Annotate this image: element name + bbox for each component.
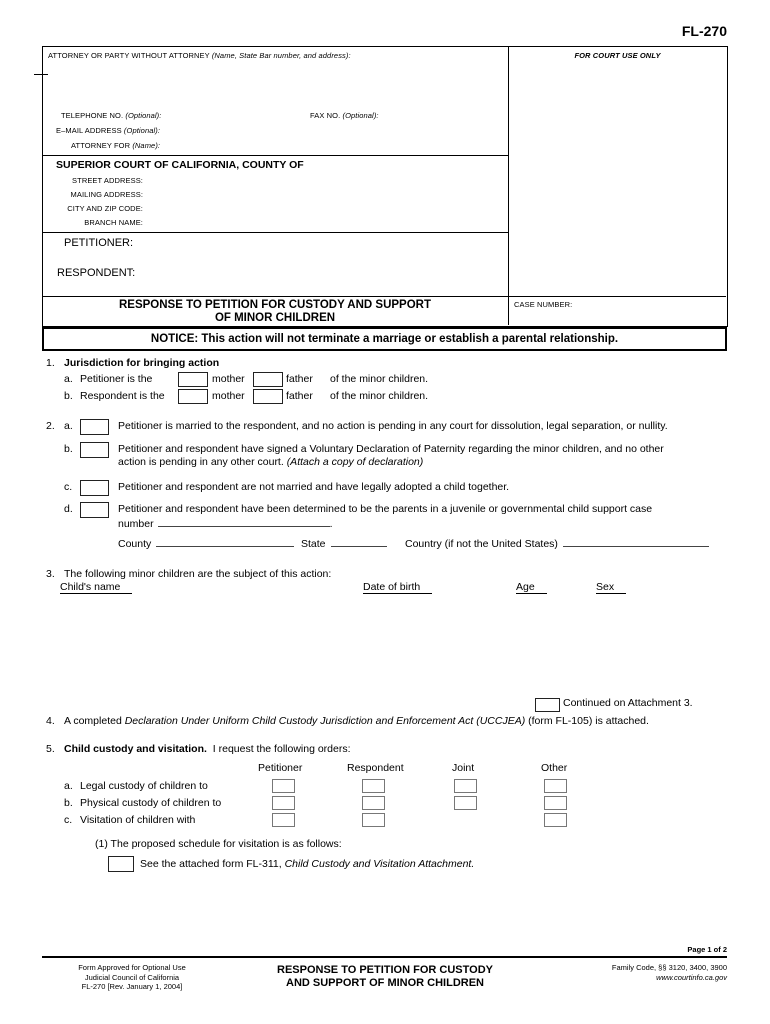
email-field[interactable]	[160, 124, 500, 135]
footer-approval-block	[42, 963, 222, 992]
item-4-text: A completed Declaration Under Uniform Child Custody Jurisdiction and Enforcement Act (UCCJEA) (form FL-105) is attached.	[64, 715, 649, 727]
country-blank[interactable]	[563, 536, 709, 547]
mailing-address-field[interactable]	[150, 188, 500, 199]
court-use-label: FOR COURT USE ONLY	[574, 51, 661, 60]
item-5b-label: Physical custody of children to	[80, 797, 222, 809]
checkbox-5c-respondent[interactable]	[362, 813, 385, 827]
item-5a-label: Legal custody of children to	[80, 780, 208, 792]
item-1b-number: b.	[64, 390, 73, 402]
title-row-divider	[42, 296, 726, 297]
checkbox-2b[interactable]	[80, 442, 109, 458]
item-2d-line1: Petitioner and respondent have been determined to be the parents in a juvenile or governmental child support case	[118, 503, 653, 515]
state-group: State	[301, 536, 387, 551]
city-zip-field[interactable]	[150, 202, 500, 213]
footer-form-title-line1: RESPONSE TO PETITION FOR CUSTODY	[277, 964, 493, 976]
checkbox-5a-respondent[interactable]	[362, 779, 385, 793]
attorney-for-field[interactable]	[160, 139, 500, 150]
checkbox-5b-other[interactable]	[544, 796, 567, 810]
footer-approval-line1: Form Approved for Optional Use	[78, 963, 186, 972]
petitioner-field[interactable]	[140, 237, 500, 249]
city-zip-label: CITY AND ZIP CODE:	[67, 204, 143, 213]
fax-field[interactable]	[380, 109, 500, 120]
footer-website-link[interactable]: www.courtinfo.ca.gov	[656, 972, 727, 982]
checkbox-5b-respondent[interactable]	[362, 796, 385, 810]
item-2-number: 2.	[46, 420, 55, 432]
checkbox-5c-petitioner[interactable]	[272, 813, 295, 827]
item-5-title: Child custody and visitation.	[64, 743, 207, 755]
item-5-number: 5.	[46, 743, 55, 755]
form-number: FL-270	[681, 23, 727, 39]
checkbox-see-fl-311[interactable]	[108, 856, 134, 872]
label-1a-mother: mother	[212, 373, 245, 385]
case-number-blank[interactable]	[158, 516, 330, 527]
checkbox-5a-other[interactable]	[544, 779, 567, 793]
checkbox-1a-father[interactable]	[253, 372, 283, 387]
column-other: Other	[541, 762, 568, 774]
checkbox-5a-petitioner[interactable]	[272, 779, 295, 793]
header-vertical-divider	[508, 46, 509, 325]
checkbox-2d[interactable]	[80, 502, 109, 518]
court-parties-divider	[42, 232, 508, 233]
mailing-address-label: MAILING ADDRESS:	[70, 190, 143, 199]
checkbox-2a[interactable]	[80, 419, 109, 435]
footer-family-code: Family Code, §§ 3120, 3400, 3900	[611, 963, 727, 972]
column-sex: Sex	[596, 581, 626, 594]
item-3-number: 3.	[46, 568, 55, 580]
column-childs-name: Child's name	[60, 581, 132, 594]
item-2c-number: c.	[64, 481, 73, 493]
column-age: Age	[516, 581, 547, 594]
item-2b-line2: action is pending in any other court. (Attach a copy of declaration)	[118, 456, 424, 468]
left-margin-tick	[34, 74, 48, 75]
fax-label: FAX NO. (Optional):	[310, 111, 379, 120]
label-continued-attachment-3: Continued on Attachment 3.	[563, 697, 693, 709]
attorney-for-label: ATTORNEY FOR (Name):	[71, 141, 161, 150]
checkbox-continued-attachment-3[interactable]	[535, 698, 560, 712]
item-2b-line1: Petitioner and respondent have signed a Voluntary Declaration of Paternity regarding the minor children, and no other	[118, 443, 664, 455]
label-1a-father: father	[286, 373, 313, 385]
item-2d-line2: number .	[118, 518, 333, 530]
item-1-title: Jurisdiction for bringing action	[64, 357, 220, 369]
item-1a-number: a.	[64, 373, 73, 385]
item-5b-number: b.	[64, 797, 73, 809]
item-2a-text: Petitioner is married to the respondent, and no action is pending in any court for dissolution, legal separation, or nullity.	[118, 420, 668, 432]
checkbox-2c[interactable]	[80, 480, 109, 496]
item-1a-text: Petitioner is the	[80, 373, 153, 385]
checkbox-1a-mother[interactable]	[178, 372, 208, 387]
item-5-text: I request the following orders:	[206, 743, 351, 755]
attorney-label: ATTORNEY OR PARTY WITHOUT ATTORNEY (Name, State Bar number, and address):	[48, 51, 351, 60]
column-date-of-birth: Date of birth	[363, 581, 432, 594]
column-petitioner: Petitioner	[258, 762, 303, 774]
street-address-field[interactable]	[150, 174, 500, 185]
attorney-court-divider	[42, 155, 508, 156]
respondent-field[interactable]	[140, 267, 500, 279]
form-title-line1: RESPONSE TO PETITION FOR CUSTODY AND SUPPORT	[118, 299, 432, 311]
footer-reference-block	[540, 963, 727, 982]
respondent-label: RESPONDENT:	[57, 267, 136, 279]
case-number-label: CASE NUMBER:	[514, 300, 573, 309]
item-4-number: 4.	[46, 715, 55, 727]
checkbox-5b-joint[interactable]	[454, 796, 477, 810]
telephone-field[interactable]	[150, 109, 300, 120]
footer-form-title	[230, 964, 540, 990]
checkbox-5c-other[interactable]	[544, 813, 567, 827]
item-2d-number: d.	[64, 503, 73, 515]
footer-form-title-line2: AND SUPPORT OF MINOR CHILDREN	[286, 977, 484, 989]
item-5-1-text: (1) The proposed schedule for visitation is as follows:	[95, 838, 342, 850]
children-list-area[interactable]	[60, 600, 720, 688]
form-title-line2: OF MINOR CHILDREN	[214, 312, 336, 324]
item-5-title-line	[64, 743, 351, 756]
court-title: SUPERIOR COURT OF CALIFORNIA, COUNTY OF	[56, 159, 304, 171]
item-5c-label: Visitation of children with	[80, 814, 196, 826]
item-2a-number: a.	[64, 420, 73, 432]
footer-approval-line2: Judicial Council of California	[84, 972, 180, 982]
email-label: E–MAIL ADDRESS (Optional):	[56, 126, 161, 135]
case-number-field[interactable]	[514, 310, 719, 323]
item-5a-number: a.	[64, 780, 73, 792]
branch-name-field[interactable]	[150, 216, 500, 227]
item-2c-text: Petitioner and respondent are not married and have legally adopted a child together.	[118, 481, 510, 493]
checkbox-5b-petitioner[interactable]	[272, 796, 295, 810]
country-group: Country (if not the United States)	[405, 536, 709, 551]
county-blank[interactable]	[156, 536, 294, 547]
street-address-label: STREET ADDRESS:	[72, 176, 143, 185]
attorney-label-italic: (Name, State Bar number, and address):	[211, 51, 351, 60]
footer-approval-line3: FL-270 [Rev. January 1, 2004]	[81, 982, 183, 991]
column-respondent: Respondent	[347, 762, 404, 774]
item-1b-text: Respondent is the	[80, 390, 165, 402]
item-2b-number: b.	[64, 443, 73, 455]
attorney-info-field[interactable]	[48, 60, 503, 108]
petitioner-label: PETITIONER:	[64, 237, 134, 249]
checkbox-5a-joint[interactable]	[454, 779, 477, 793]
checkbox-1b-mother[interactable]	[178, 389, 208, 404]
column-joint: Joint	[452, 762, 475, 774]
item-5c-number: c.	[64, 814, 73, 826]
label-1a-suffix: of the minor children.	[330, 373, 429, 385]
checkbox-1b-father[interactable]	[253, 389, 283, 404]
label-1b-mother: mother	[212, 390, 245, 402]
label-see-fl-311: See the attached form FL-311, Child Custody and Visitation Attachment.	[140, 858, 475, 870]
county-group: County	[118, 536, 294, 551]
label-1b-suffix: of the minor children.	[330, 390, 429, 402]
page-number: Page 1 of 2	[687, 945, 727, 954]
telephone-label: TELEPHONE NO. (Optional):	[61, 111, 162, 120]
footer-rule	[42, 956, 727, 958]
state-blank[interactable]	[331, 536, 387, 547]
branch-name-label: BRANCH NAME:	[84, 218, 143, 227]
notice-box: NOTICE: This action will not terminate a marriage or establish a parental relationship.	[42, 327, 727, 351]
item-3-text: The following minor children are the subject of this action:	[64, 568, 332, 580]
item-1-number: 1.	[46, 357, 55, 369]
label-1b-father: father	[286, 390, 313, 402]
